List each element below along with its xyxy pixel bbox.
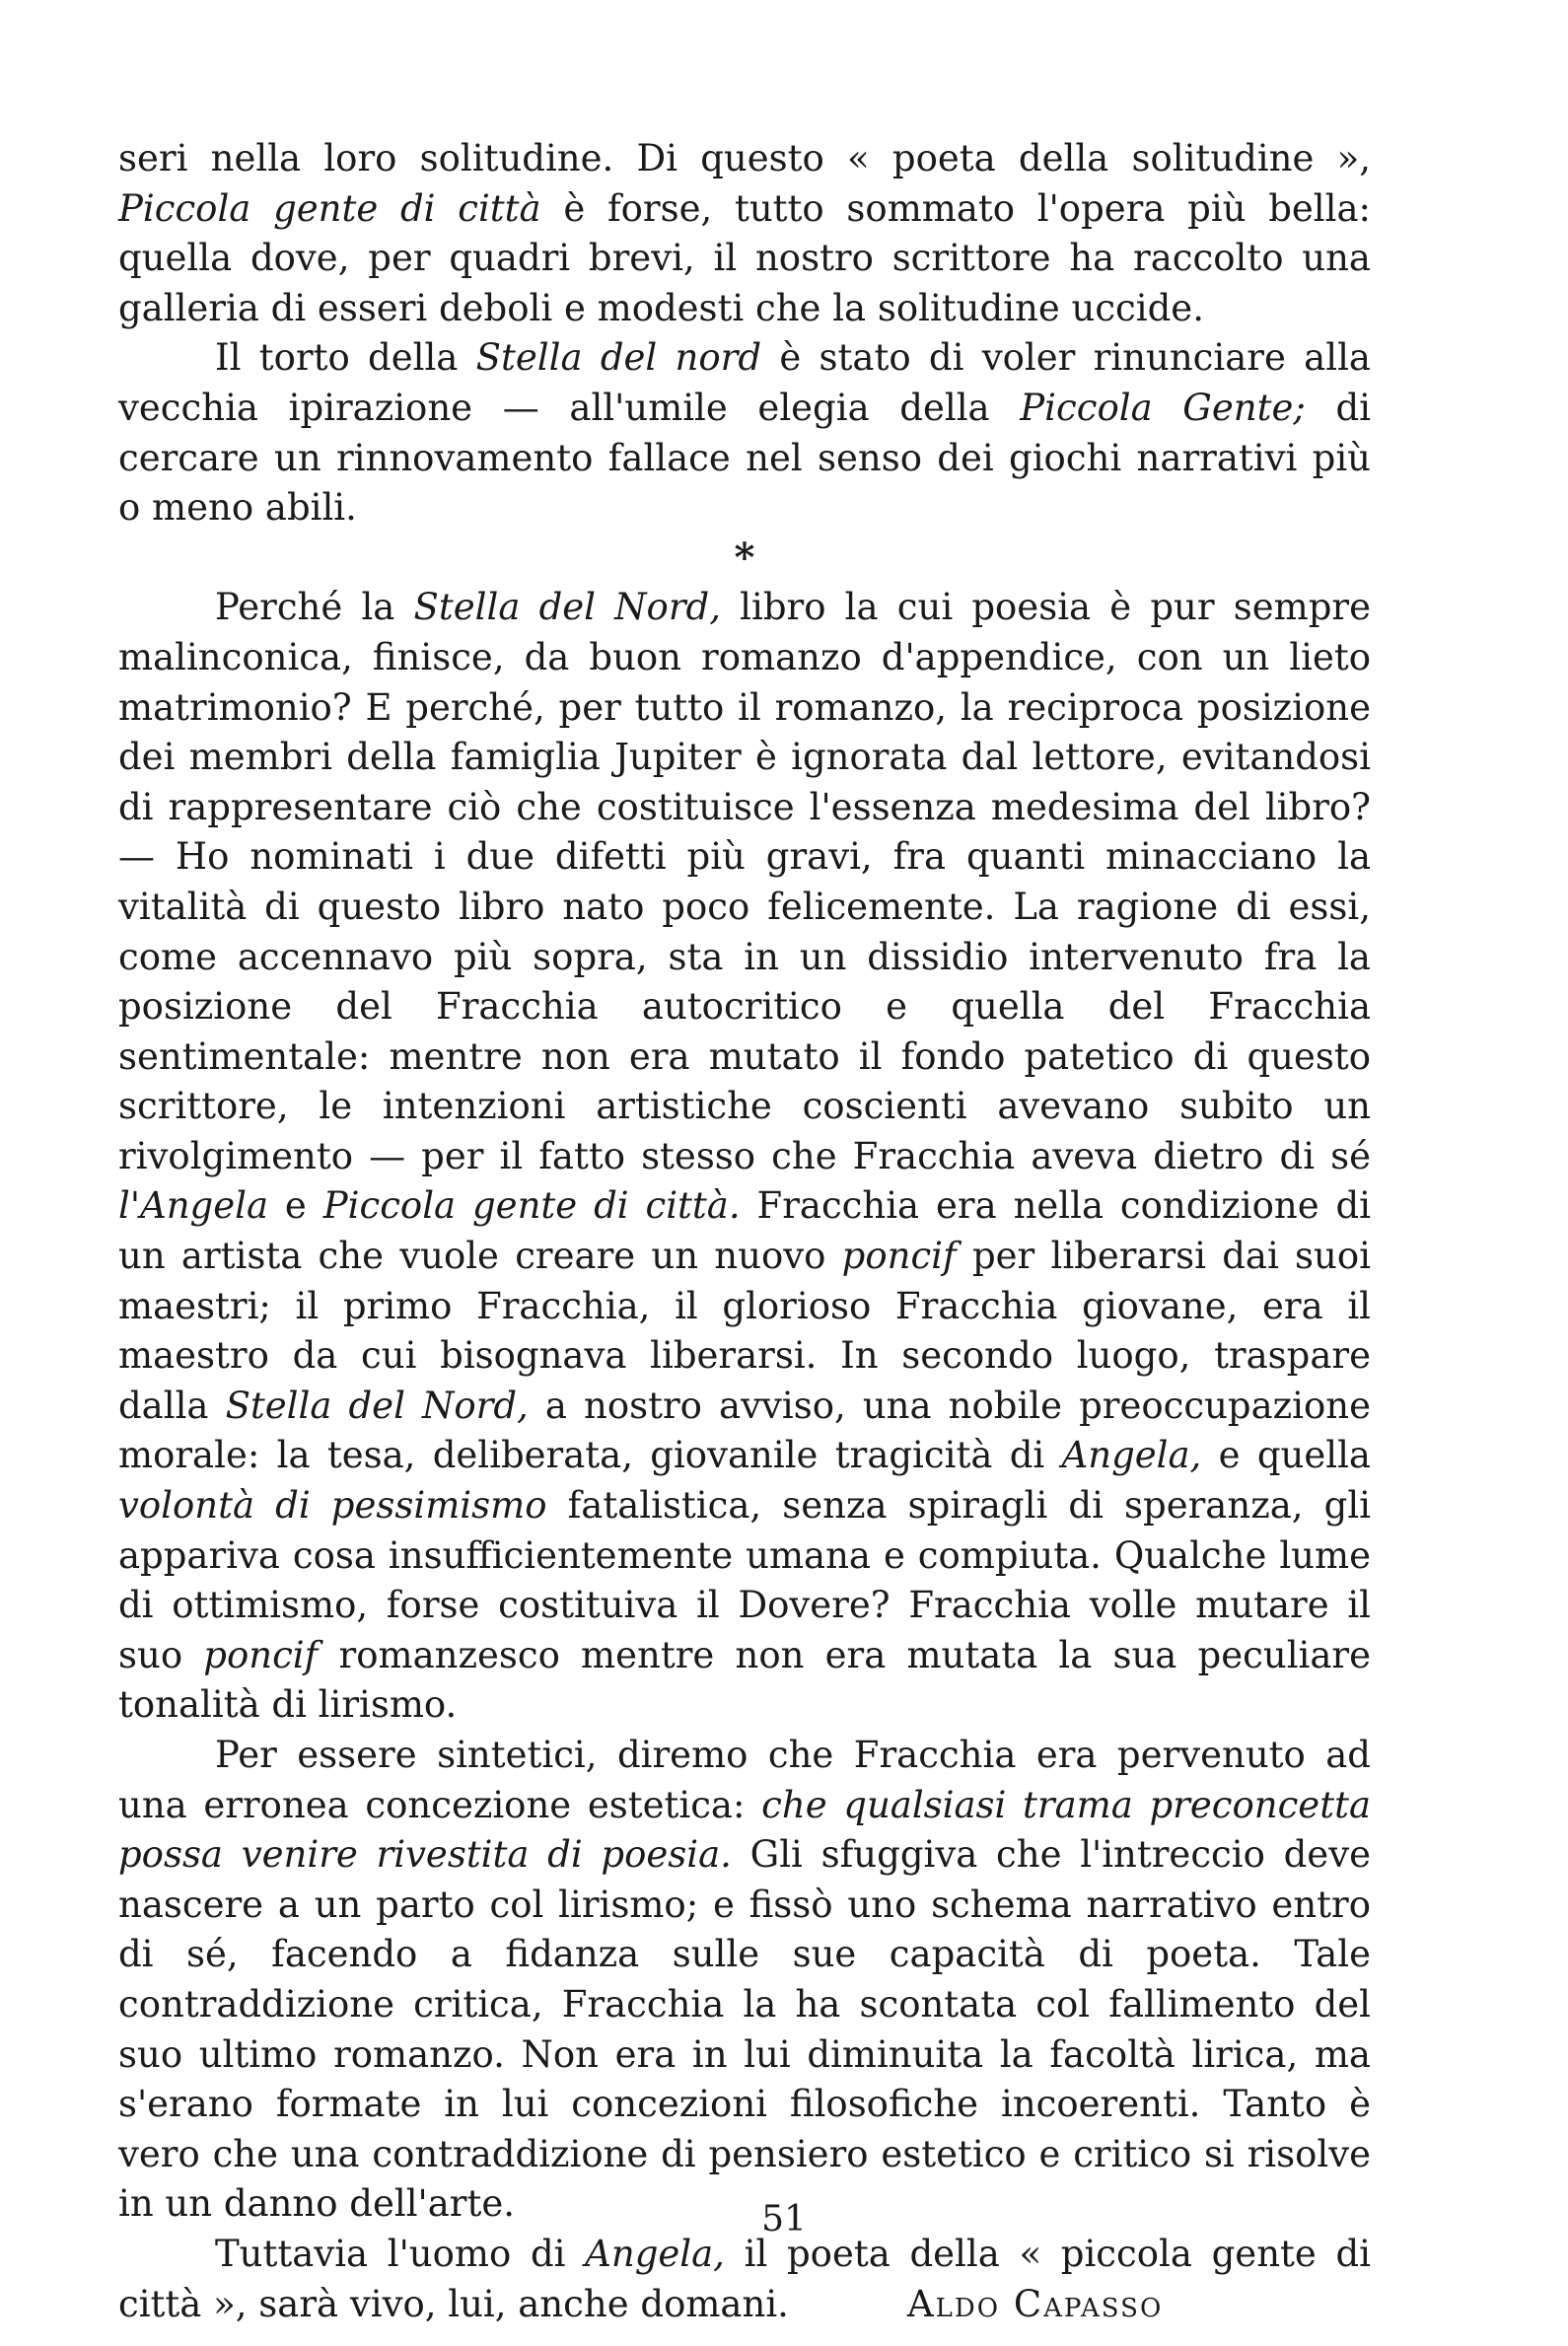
text-run: per liberarsi dai suoi maestri; il primo Fracchia, il glorioso Fracchia giovane, era il maestro da cui bisognava liberarsi. In secondo luogo, traspare dalla xyxy=(118,1235,1371,1427)
italic-text-run: Piccola Gente; xyxy=(1020,386,1306,429)
text-run: e xyxy=(268,1184,323,1228)
text-run: Fracchia era nella condizione di un artista che vuole creare un nuovo xyxy=(118,1184,1372,1278)
text-run: Tuttavia l'uomo di xyxy=(215,2232,586,2275)
paragraph-3 xyxy=(118,583,1371,1731)
closing-paragraph xyxy=(118,2230,1371,2329)
text-run: Per essere sintetici, diremo che Fracchia era pervenuto ad una erronea concezione estetica: xyxy=(118,1734,1371,1826)
text-run: seri nella loro solitudine. Di questo « poeta della solitudine », xyxy=(118,137,1371,179)
text-run: romanzesco mentre non era mutata la sua peculiare tonalità di lirismo. xyxy=(118,1633,1371,1727)
author-signature: Aldo Capasso xyxy=(906,2282,1164,2325)
italic-text-run: volontà di pessimismo xyxy=(118,1484,547,1528)
italic-text-run: Stella del Nord, xyxy=(413,586,721,629)
paragraph-4 xyxy=(118,1731,1371,2230)
text-run: è stato di voler rinunciare alla vecchia ipirazione — all'umile elegia della xyxy=(118,336,1371,429)
italic-text-run: poncif xyxy=(203,1633,319,1676)
italic-text-run: Piccola gente di città. xyxy=(322,1184,741,1228)
text-run: fatalistica, senza spiragli di speranza, gli appariva cosa insufficientemente umana e compiuta. Qualche lume di ottimismo, forse costituiva il Dovere? Fracchia volle mutare il suo xyxy=(118,1484,1371,1676)
section-separator: * xyxy=(734,533,755,581)
text-run: Perché la xyxy=(215,586,414,629)
text-run: libro la cui poesia è pur sempre malinconica, finisce, da buon romanzo d'appendice, con un lieto matrimonio? E perché, per tutto il romanzo, la reciproca posizione dei membri della famiglia Jupiter è ignorata dal lettore, evitandosi di rappresentare ciò che costituisce l'essenza medesima del libro? — Ho nominati i due difetti più gravi, fra quanti minacciano la vitalità di questo libro nato poco felicemente. La ragione di essi, come accennavo più sopra, sta in un dissidio intervenuto fra la posizione del Fracchia autocritico e quella del Fracchia sentimentale: mentre non era mutato il fondo patetico di questo scrittore, le intenzioni artistiche coscienti avevano subito un rivolgimento — per il fatto stesso che Fracchia aveva dietro di sé xyxy=(118,586,1372,1177)
page-number: 51 xyxy=(761,2199,807,2239)
italic-text-run: Angela, xyxy=(585,2232,725,2275)
italic-text-run: l'Angela xyxy=(118,1184,269,1228)
italic-text-run: Stella del nord xyxy=(475,336,762,380)
text-column xyxy=(118,134,1371,2329)
italic-text-run: Angela, xyxy=(1061,1434,1202,1477)
text-run: è forse, tutto sommato l'opera più bella: quella dove, per quadri brevi, il nostro scrittore ha raccolto una galleria di esseri deboli e modesti che la solitudine uccide. xyxy=(118,186,1371,329)
italic-text-run: che qualsiasi trama preconcetta possa venire rivestita di poesia. xyxy=(118,1783,1371,1877)
italic-text-run: Stella del Nord, xyxy=(225,1384,529,1427)
italic-text-run: Piccola gente di città xyxy=(118,186,541,230)
paragraph-2 xyxy=(118,333,1371,533)
text-run: Gli sfuggiva che l'intreccio deve nascere a un parto col lirismo; e fissò uno schema narrativo entro di sé, facendo a fidanza sulle sue capacità di poeta. Tale contraddizione critica, Fracchia la ha scontata col fallimento del suo ultimo romanzo. Non era in lui diminuita la facoltà lirica, ma s'erano formate in lui concezioni filosofiche incoerenti. Tanto è vero che una contraddizione di pensiero estetico e critico si risolve in un danno dell'arte. xyxy=(118,1833,1371,2226)
paragraph-1 xyxy=(118,134,1371,333)
text-run: Il torto della xyxy=(215,336,476,380)
text-run: il poeta della « piccola gente di città », sarà vivo, lui, anche domani. xyxy=(118,2232,1371,2325)
text-run: a nostro avviso, una nobile preoccupazione morale: la tesa, deliberata, giovanile tragicità di xyxy=(118,1384,1371,1477)
text-run: di cercare un rinnovamento fallace nel senso dei giochi narrativi più o meno abili. xyxy=(118,386,1371,530)
italic-text-run: poncif xyxy=(841,1235,957,1278)
text-run: e quella xyxy=(1201,1434,1371,1477)
